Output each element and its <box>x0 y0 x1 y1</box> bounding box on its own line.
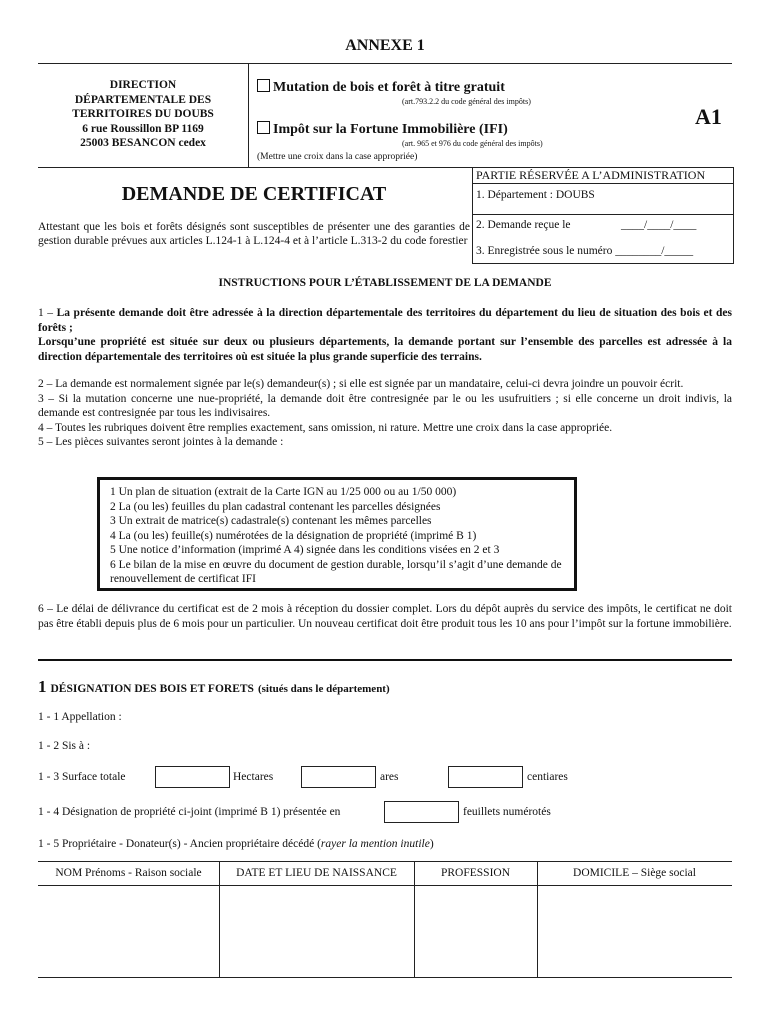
instruction-2: 2 – La demande est normalement signée par le(s) demandeur(s) ; si elle est signée par un mandataire, celui-ci devra joindre un pouvoir écrit. <box>38 378 684 390</box>
piece-item: 1 Un plan de situation (extrait de la Carte IGN au 1/25 000 ou au 1/50 000) <box>110 486 457 498</box>
proprietaire-label <box>38 838 434 850</box>
direction-line: 25003 BESANCON cedex <box>80 137 206 149</box>
centiares-label: centiares <box>527 771 568 783</box>
centiares-input[interactable] <box>448 766 523 788</box>
instructions-2-5 <box>38 377 732 450</box>
hectares-label: Hectares <box>233 771 274 783</box>
piece-item: 2 La (ou les) feuilles du plan cadastral contenant les parcelles désignées <box>110 500 441 513</box>
section-subtitle: (situés dans le département) <box>257 683 390 695</box>
direction-address <box>40 78 246 151</box>
section-divider <box>38 659 732 661</box>
demande-text: Attestant que les bois et forêts désignés sont susceptibles de présenter une des garanties de gestion durable prévues aux articles L.124-1 à L.124-4 et à l’article L.313-2 du code forestier <box>38 221 470 247</box>
mutation-option[interactable] <box>257 79 505 96</box>
instruction-5: 5 – Les pièces suivantes seront jointes à la demande : <box>38 436 284 448</box>
checkbox-note: (Mettre une croix dans la case appropriée) <box>257 152 418 162</box>
ares-input[interactable] <box>301 766 376 788</box>
mutation-label: Mutation de bois et forêt à titre gratuit <box>273 80 505 95</box>
ifi-option[interactable] <box>257 121 508 138</box>
owner-table <box>38 861 732 978</box>
instruction-4: 4 – Toutes les rubriques doivent être remplies exactement, sans omission, ni rature. Mettre une croix dans la case appropriée. <box>38 421 613 434</box>
section-number: 1 <box>38 677 47 696</box>
direction-line: DÉPARTEMENTALE DES <box>74 93 212 106</box>
admin-received-date: ____/____/____ <box>621 219 697 231</box>
designation-label: 1 - 4 Désignation de propriété ci-joint (imprimé B 1) présentée en <box>38 806 341 818</box>
piece-item: 4 La (ou les) feuille(s) numérotées de la désignation de propriété (imprimé B 1) <box>110 529 477 542</box>
feuillets-label: feuillets numérotés <box>463 806 551 818</box>
column-header-naissance: DATE ET LIEU DE NAISSANCE <box>236 867 397 879</box>
instruction-3: 3 – Si la mutation concerne une nue-propriété, la demande doit être contresignée par le ou les usufruitiers ; si elle concerne un droit indivis, la demande est contresignée par tous les indivisaires. <box>38 392 732 419</box>
ares-label: ares <box>380 771 399 783</box>
cell-nom[interactable] <box>38 886 219 977</box>
cell-profession[interactable] <box>415 886 537 977</box>
instruction-6: 6 – Le délai de délivrance du certificat est de 2 mois à réception du dossier complet. Lors du dépôt auprès du service des impôts, le certificat ne doit pas être établi depuis plus de 6 mois pour un particulier. Un nouveau certificat doit être produit tous les 10 ans pour l’impôt sur la fortune immobilière. <box>38 603 732 630</box>
hectares-input[interactable] <box>155 766 230 788</box>
cell-naissance[interactable] <box>220 886 414 977</box>
proprietaire-text: 1 - 5 Propriétaire - Donateur(s) - Ancien propriétaire décédé ( <box>38 838 321 850</box>
feuillets-input[interactable] <box>384 801 459 823</box>
piece-item: 3 Un extrait de matrice(s) cadastrale(s) contenant les mêmes parcelles <box>110 515 432 527</box>
section-1-heading <box>38 677 390 697</box>
piece-item: 5 Une notice d’information (imprimé A 4) signée dans les conditions visées en 2 et 3 <box>110 544 500 556</box>
column-header-domicile: DOMICILE – Siège social <box>573 867 696 879</box>
proprietaire-end: ) <box>429 838 434 850</box>
form-code: A1 <box>695 104 722 129</box>
instruction-1 <box>38 306 732 364</box>
column-header-nom: NOM Prénoms - Raison sociale <box>55 867 202 879</box>
sis-label: 1 - 2 Sis à : <box>38 740 91 752</box>
demande-heading: DEMANDE DE CERTIFICAT <box>121 183 387 205</box>
admin-registration-number: 3. Enregistrée sous le numéro ________/_____ <box>476 245 694 257</box>
column-header-profession: PROFESSION <box>440 867 511 879</box>
page-title: ANNEXE 1 <box>345 37 425 54</box>
mutation-checkbox[interactable] <box>257 79 270 92</box>
instruction-1-text-2: Lorsqu’une propriété est située sur deux ou plusieurs départements, la demande portant sur l’ensemble des parcelles est adressée à la direction départementale des territoires où est située la plus grande superficie des terrains. <box>38 336 732 363</box>
section-title: DÉSIGNATION DES BOIS ET FORETS <box>50 683 254 695</box>
mutation-reference: (art.793.2.2 du code général des impôts) <box>402 97 531 106</box>
instructions-heading: INSTRUCTIONS POUR L’ÉTABLISSEMENT DE LA DEMANDE <box>218 277 552 289</box>
proprietaire-italic: rayer la mention inutile <box>320 838 430 850</box>
direction-line: DIRECTION <box>109 79 177 91</box>
piece-item: 6 Le bilan de la mise en œuvre du document de gestion durable, lorsqu’il s’agit d’une demande de renouvellement de certificat IFI <box>110 558 562 585</box>
direction-line: TERRITOIRES DU DOUBS <box>72 108 214 120</box>
admin-department: 1. Département : DOUBS <box>476 189 595 201</box>
ifi-checkbox[interactable] <box>257 121 270 134</box>
cell-domicile[interactable] <box>538 886 732 977</box>
instruction-1-text: La présente demande doit être adressée à la direction départementale des territoires du département du lieu de situation des bois et des forêts ; <box>38 307 732 334</box>
ifi-reference: (art. 965 et 976 du code général des impôts) <box>402 139 543 148</box>
instruction-1-number: 1 – <box>38 307 57 319</box>
direction-line: 6 rue Roussillon BP 1169 <box>82 122 204 135</box>
pieces-box <box>97 477 577 591</box>
appellation-label: 1 - 1 Appellation : <box>38 711 122 723</box>
surface-label: 1 - 3 Surface totale <box>38 771 126 783</box>
admin-header: PARTIE RÉSERVÉE A L’ADMINISTRATION <box>476 168 706 182</box>
admin-received-label: 2. Demande reçue le <box>476 219 571 231</box>
ifi-label: Impôt sur la Fortune Immobilière (IFI) <box>273 122 508 137</box>
